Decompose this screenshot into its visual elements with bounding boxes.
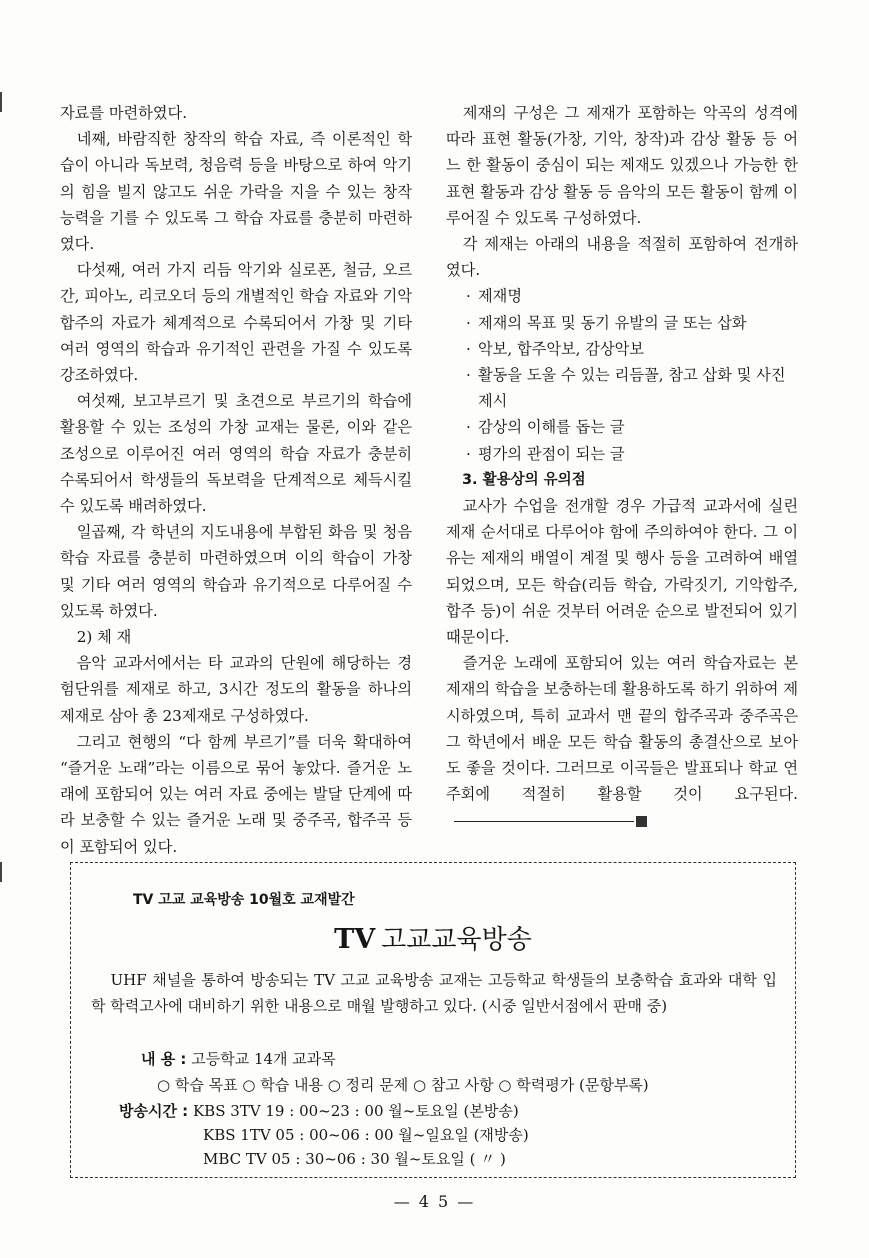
list-item: · 악보, 합주악보, 감상악보: [466, 336, 798, 362]
paragraph: 여섯째, 보고부르기 및 초견으로 부르기의 학습에 활용할 수 있는 조성의 가창 교재는 물론, 이와 같은 조성으로 이루어진 여러 영역의 학습 자료가 충분히 수록되어서 학생들의 독보력을 단계적으로 체득시킬 수 있도록 배려하였다.: [60, 392, 412, 516]
left-column: [60, 100, 412, 860]
ad-items-row: ○ 학습 목표 ○ 학습 내용 ○ 정리 문제 ○ 참고 사항 ○ 학력평가 (문항부록): [157, 1076, 649, 1094]
paragraph: 제재의 구성은 그 제재가 포함하는 악곡의 성격에 따라 표현 활동(가창, 기악, 창작)과 감상 활동 등 어느 한 활동이 중심이 되는 제재도 있겠으나 가능한 한 표현 활동과 감상 활동 등 음악의 모든 활동이 함께 이루어질 수 있도록 구성하였다.: [446, 104, 798, 227]
ad-schedule-label: 방송시간 :: [119, 1102, 189, 1120]
ad-content-value: 고등학교 14개 교과목: [191, 1050, 336, 1068]
paragraph: 그리고 현행의 “다 함께 부르기”를 더욱 확대하여 “즐거운 노래”라는 이름으로 묶어 놓았다. 즐거운 노래에 포함되어 있는 여러 자료 중에는 발달 단계에 따라 보충할 수 있는 즐거운 노래 및 중주곡, 합주곡 등이 포함되어 있다.: [60, 732, 412, 856]
ad-headline-text: 고교교육방송: [381, 925, 532, 955]
ad-headline: [71, 919, 795, 956]
paragraph: 다섯째, 여러 가지 리듬 악기와 실로폰, 철금, 오르간, 피아노, 리코오더 등의 개별적인 학습 자료와 기악 합주의 자료가 체계적으로 수록되어서 가창 및 기타 여러 영역의 학습과 유기적인 관련을 가질 수 있도록 강조하였다.: [60, 261, 412, 385]
right-column: [446, 100, 798, 834]
paragraph: 음악 교과서에서는 타 교과의 단원에 해당하는 경험단위를 제재로 하고, 3시간 정도의 활동을 하나의 제재로 삼아 총 23제재로 구성하였다.: [60, 654, 412, 725]
list-item: · 평가의 관점이 되는 글: [466, 441, 798, 467]
list-item: · 활동을 도울 수 있는 리듬꼴, 참고 삽화 및 사진 제시: [466, 362, 798, 414]
scan-edge-mark: [0, 862, 2, 882]
ad-announcement: TV 고교 교육방송 10월호 교재발간: [133, 892, 355, 908]
ad-schedule-item: KBS 3TV 19 : 00~23 : 00 월~토요일 (본방송): [192, 1102, 519, 1120]
paragraph: 네째, 바람직한 창작의 학습 자료, 즉 이론적인 학습이 아니라 독보력, 청음력 등을 바탕으로 하여 악기의 힘을 빌지 않고도 쉬운 가락을 지을 수 있는 창작 능력을 기를 수 있도록 그 학습 자료를 충분히 마련하였다.: [60, 130, 412, 254]
paragraph: 교사가 수업을 전개할 경우 가급적 교과서에 실린 제재 순서대로 다루어야 함에 주의하여야 한다. 그 이유는 제재의 배열이 계절 및 행사 등을 고려하여 배열되었으며, 모든 학습(리듬 학습, 가락짓기, 기악합주, 합주 등)이 쉬운 것부터 어려운 순으로 발전되어 있기 때문이다.: [446, 497, 798, 647]
content-list: [446, 283, 798, 466]
end-rule: [454, 821, 634, 822]
end-of-article-icon: [636, 816, 647, 827]
paragraph-text: 즐거운 노래에 포함되어 있는 여러 학습자료는 본 제재의 학습을 보충하는데 활용하도록 하기 위하여 제시하였으며, 특히 교과서 맨 끝의 합주곡과 중주곡은 그 학년에서 배운 모든 학습 활동의 총결산으로 보아도 좋을 것이다. 그러므로 이곡들은 발표되나 학교 연주회에 적절히 활용할 것이 요구된다.: [446, 654, 798, 804]
list-item: · 제재명: [466, 283, 798, 309]
list-item: · 감상의 이해를 돕는 글: [466, 414, 798, 440]
advertisement-box: [70, 862, 796, 1178]
section-subheading: 2) 체 재: [76, 628, 132, 647]
paragraph: 일곱째, 각 학년의 지도내용에 부합된 화음 및 청음 학습 자료를 충분히 마련하였으며 이의 학습이 가창 및 기타 여러 영역의 학습과 유기적으로 다루어질 수 있도록 하였다.: [60, 523, 412, 620]
ad-headline-tv: TV: [334, 924, 376, 955]
ad-schedule-row: [119, 1099, 519, 1123]
paragraph-last: [446, 650, 798, 833]
scan-edge-mark: [0, 92, 2, 112]
section-heading: 3. 활용상의 유의점: [461, 471, 586, 488]
ad-content-row: [141, 1047, 336, 1071]
page-number: — 4 5 —: [393, 1192, 476, 1211]
ad-schedule-item: MBC TV 05 : 30~06 : 30 월~토요일 ( 〃 ): [203, 1150, 506, 1168]
list-item: · 제재의 목표 및 동기 유발의 글 또는 삽화: [466, 310, 798, 336]
paragraph: 자료를 마련하였다.: [60, 104, 188, 122]
ad-body: UHF 채널을 통하여 방송되는 TV 고교 교육방송 교재는 고등학교 학생들의 보충학습 효과와 대학 입학 학력고사에 대비하기 위한 내용으로 매월 발행하고 있다. (시중 일반서점에서 판매 중): [91, 971, 777, 1015]
ad-schedule-item: KBS 1TV 05 : 00~06 : 00 월~일요일 (재방송): [203, 1126, 529, 1144]
ad-content-label: 내 용 :: [141, 1050, 187, 1068]
paragraph: 각 제재는 아래의 내용을 적절히 포함하여 전개하였다.: [446, 235, 798, 280]
